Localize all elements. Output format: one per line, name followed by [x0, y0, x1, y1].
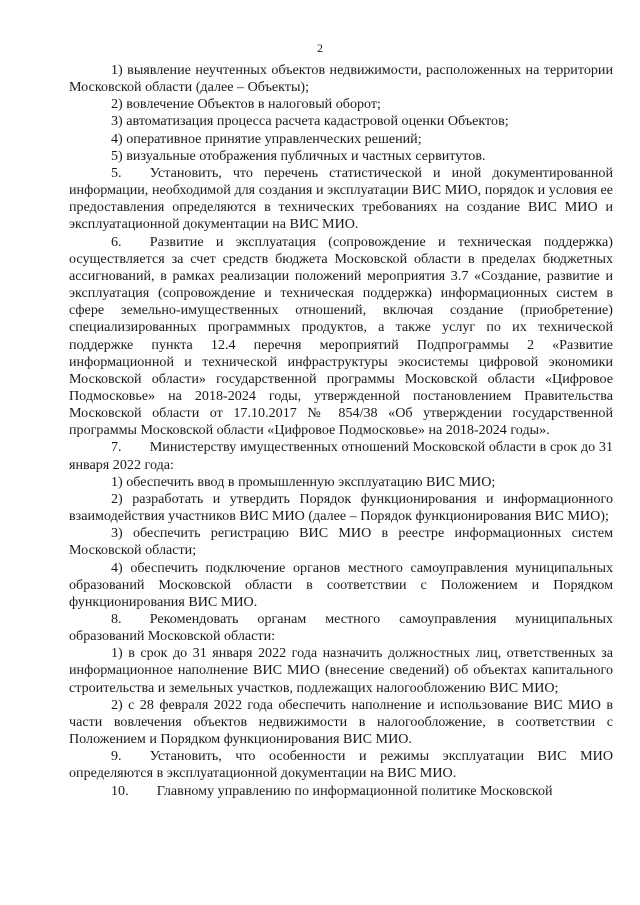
list-item: 2) вовлечение Объектов в налоговый оборот; — [111, 96, 381, 113]
page-number: 2 — [317, 41, 323, 55]
list-item: 2) разработать и утвердить Порядок функционирования и информационного взаимодействия участников ВИС МИО (далее – Порядок функционирования ВИС МИО); — [69, 490, 613, 525]
list-item: 4) обеспечить подключение органов местного самоуправления муниципальных образований Московской области в соответствии с Положением и Порядком функционирования ВИС МИО. — [69, 559, 613, 610]
list-item: 2) с 28 февраля 2022 года обеспечить наполнение и использование ВИС МИО в части вовлечения объектов недвижимости в налогообложение, в соответствии с Положением и Порядком функционирования ВИС МИО. — [69, 696, 613, 748]
list-item: 4) оперативное принятие управленческих решений; — [111, 130, 422, 147]
clause-10: 10. Главному управлению по информационной политике Московской — [111, 782, 553, 799]
document-body — [69, 62, 613, 800]
list-item: 5) визуальные отображения публичных и частных сервитутов. — [111, 147, 486, 164]
clause-6: 6. Развитие и эксплуатация (сопровождение и техническая поддержка) осуществляется за счет средств бюджета Московской области в пределах бюджетных ассигнований, в рамках реализации положений мероприятия 3.7 «Создание, развитие и эксплуатация (сопровождение и техническая поддержка) информационных систем в сфере земельно-имущественных отношений, включая создание (приобретение) специализированных программных продуктов, а также услуг по их технической поддержке пункта 12.4 перечня мероприятий Подпрограммы 2 «Развитие информационной и технической инфраструктуры экосистемы цифровой экономики Московской области» государственной программы Московской области «Цифровое Подмосковье» на 2018-2024 годы, утвержденной постановлением Правительства Московской области от 17.10.2017 № 854/38 «Об утверждении государственной программы Московской области «Цифровое Подмосковье» на 2018-2024 годы». — [69, 233, 613, 439]
list-item: 3) автоматизация процесса расчета кадастровой оценки Объектов; — [111, 113, 509, 130]
clause-8: 8. Рекомендовать органам местного самоуправления муниципальных образований Московской области: — [69, 611, 613, 645]
clause-5: 5. Установить, что перечень статистической и иной документированной информации, необходимой для создания и эксплуатации ВИС МИО, порядок и условия ее предоставления определяются в технических требованиях на создание ВИС МИО и эксплуатационной документации на ВИС МИО. — [69, 164, 613, 233]
clause-9: 9. Установить, что особенности и режимы эксплуатации ВИС МИО определяются в эксплуатационной документации на ВИС МИО. — [69, 748, 613, 782]
list-item: 1) в срок до 31 января 2022 года назначить должностных лиц, ответственных за информационное наполнение ВИС МИО (внесение сведений) об объектах капитального строительства и земельных участков, подлежащих налогообложению ВИС МИО; — [69, 645, 613, 696]
list-item: 1) выявление неучтенных объектов недвижимости, расположенных на территории Московской области (далее – Объекты); — [69, 62, 613, 96]
list-item: 1) обеспечить ввод в промышленную эксплуатацию ВИС МИО; — [111, 473, 496, 490]
list-item: 3) обеспечить регистрацию ВИС МИО в реестре информационных систем Московской области; — [69, 525, 613, 559]
clause-7: 7. Министерству имущественных отношений Московской области в срок до 31 января 2022 года: — [69, 439, 613, 473]
